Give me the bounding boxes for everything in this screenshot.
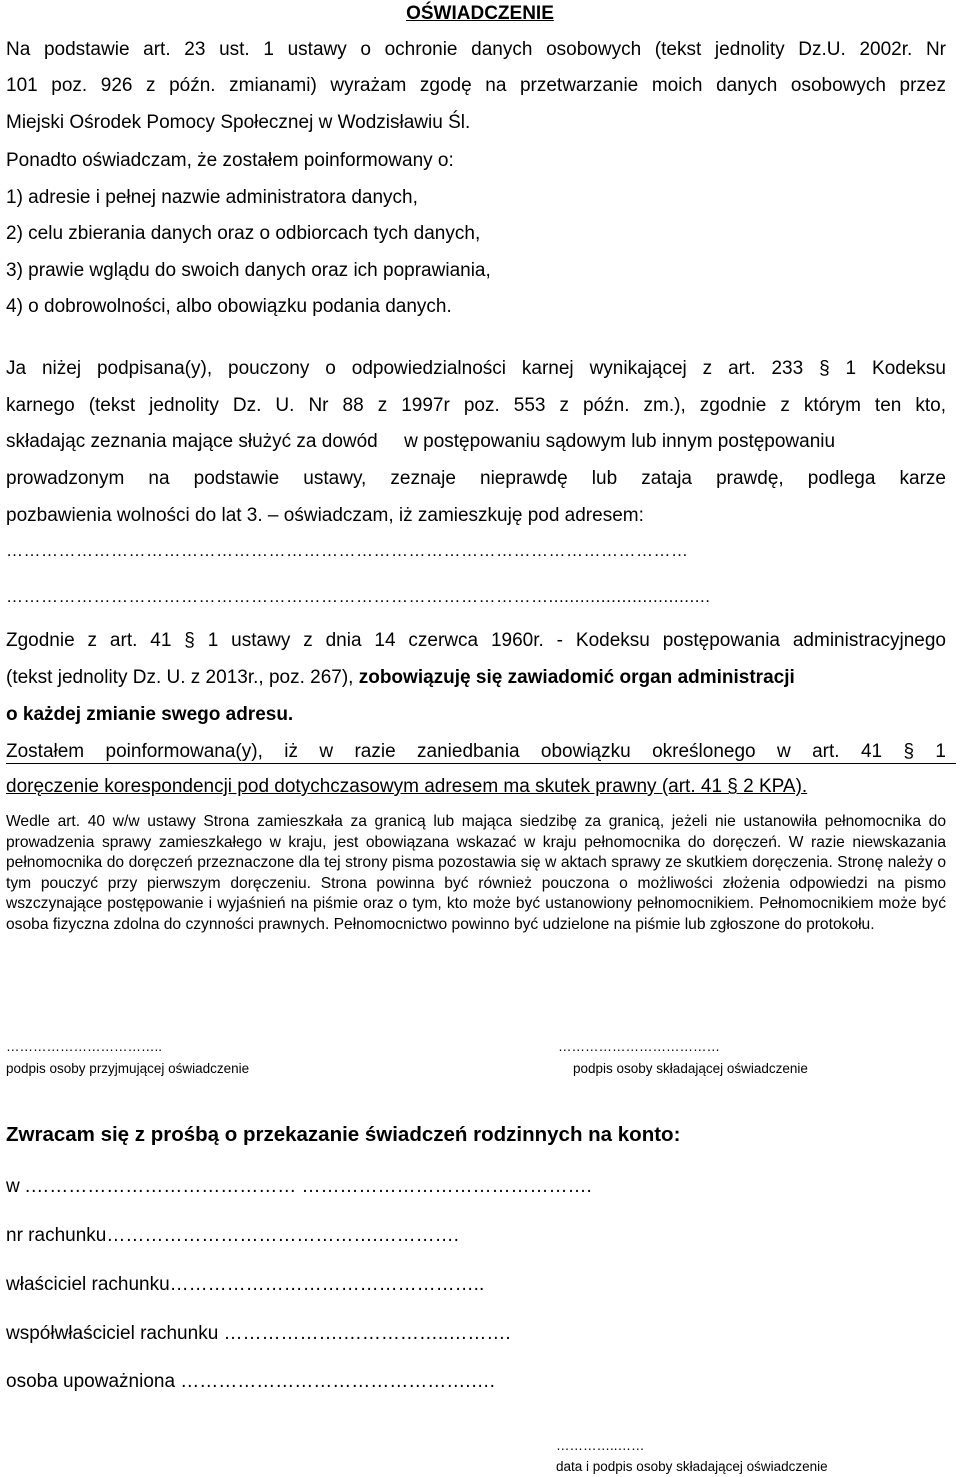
address-field-1[interactable]: ……………………………………………………………………………………………………… bbox=[6, 541, 689, 560]
informed-line: Zostałem poinformowana(y), iż w razie zaniedbania obowiązku określonego w art. 41 § 1 bbox=[6, 741, 946, 762]
bank-heading: Zwracam się z prośbą o przekazanie świadczeń rodzinnych na konto: bbox=[6, 1123, 681, 1146]
signature-dots-left[interactable]: …………………………….. bbox=[6, 1039, 163, 1054]
signature-dots-right[interactable]: ……………………………… bbox=[558, 1039, 720, 1054]
account-coowner-field[interactable]: współwłaściciel rachunku ……………….……………..………. bbox=[6, 1323, 511, 1344]
signature-label-right: podpis osoby składającej oświadczenie bbox=[573, 1061, 808, 1076]
list-item: 4) o dobrowolności, albo obowiązku podania danych. bbox=[6, 296, 452, 317]
kpa-line-plain: (tekst jednolity Dz. U. z 2013r., poz. 267), bbox=[6, 667, 359, 688]
informed-line: doręczenie korespondencji pod dotychczasowym adresem ma skutek prawny (art. 41 § 2 KPA). bbox=[6, 776, 808, 797]
account-number-field[interactable]: nr rachunku…………………………………….…………. bbox=[6, 1225, 459, 1246]
art40-paragraph: Wedle art. 40 w/w ustawy Strona zamieszkała za granicą lub mająca siedzibę za granicą, jeżeli nie ustanowiła pełnomocnika do prowadzenia sprawy zamieszkałego w kraju, jest obowiązana wskazać w kraju pełnomocnika do doręczeń. W razie niewskazania pełnomocnika do doręczeń przeznaczone dla tej strony pisma pozostawia się w aktach sprawy ze skutkiem doręczenia. Stronę należy o tym pouczyć przy pierwszym doręczeniu. Strona powinna być również pouczona o możliwości złożenia odpowiedzi na pismo wszczynające postępowanie i wyjaśnień na piśmie oraz o tym, kto może być ustanowiony pełnomocnikiem. Pełnomocnikiem może być osoba fizyczna zdolna do czynności prawnych. Pełnomocnictwo powinno być udzielone na piśmie lub zgłoszone do protokołu. bbox=[6, 813, 946, 933]
final-signature-label: data i podpis osoby składającej oświadczenie bbox=[556, 1459, 828, 1474]
bank-name-field[interactable]: w .…………………………………… ………………………………………. bbox=[6, 1176, 592, 1197]
consent-line: Miejski Ośrodek Pomocy Społecznej w Wodzisławiu Śl. bbox=[6, 112, 471, 133]
address-field-2[interactable]: …………………………………………………………………………………............................... bbox=[6, 587, 711, 606]
declaration-line: pozbawienia wolności do lat 3. – oświadczam, iż zamieszkuję pod adresem: bbox=[6, 505, 644, 526]
signature-label-left: podpis osoby przyjmującej oświadczenie bbox=[6, 1061, 250, 1076]
declaration-line: prowadzonym na podstawie ustawy, zeznaje nieprawdę lub zataja prawdę, podlega karze bbox=[6, 468, 946, 489]
underline-rule bbox=[6, 763, 956, 764]
consent-line: Na podstawie art. 23 ust. 1 ustawy o ochronie danych osobowych (tekst jednolity Dz.U. 2002r. Nr bbox=[6, 39, 946, 60]
list-item: 1) adresie i pełnej nazwie administratora danych, bbox=[6, 187, 418, 208]
document-title: OŚWIADCZENIE bbox=[406, 3, 554, 24]
consent-line: 101 poz. 926 z późn. zmianami) wyrażam zgodę na przetwarzanie moich danych osobowych przez bbox=[6, 75, 946, 96]
kpa-line: Zgodnie z art. 41 § 1 ustawy z dnia 14 czerwca 1960r. - Kodeksu postępowania administracyjnego bbox=[6, 630, 946, 651]
declaration-line: Ja niżej podpisana(y), pouczony o odpowiedzialności karnej wynikającej z art. 233 § 1 Kodeksu bbox=[6, 358, 946, 379]
informed-intro: Ponadto oświadczam, że zostałem poinformowany o: bbox=[6, 150, 454, 171]
account-owner-field[interactable]: właściciel rachunku………………………………………….. bbox=[6, 1274, 485, 1295]
authorized-person-field[interactable]: osoba upoważniona ……………………………………….…. bbox=[6, 1371, 495, 1392]
final-signature-dots[interactable]: …………..…… bbox=[556, 1438, 645, 1453]
declaration-line: karnego (tekst jednolity Dz. U. Nr 88 z 1997r poz. 553 z późn. zm.), zgodnie z którym ten kto, bbox=[6, 395, 946, 416]
declaration-line: składając zeznania mające służyć za dowód w postępowaniu sądowym lub innym postępowaniu bbox=[6, 431, 836, 452]
list-item: 2) celu zbierania danych oraz o odbiorcach tych danych, bbox=[6, 223, 481, 244]
kpa-line-bold: zobowiązuję się zawiadomić organ administracji bbox=[358, 667, 795, 688]
list-item: 3) prawie wglądu do swoich danych oraz ich poprawiania, bbox=[6, 260, 491, 281]
kpa-line bbox=[6, 667, 946, 689]
kpa-line-bold: o każdej zmianie swego adresu. bbox=[6, 704, 294, 725]
